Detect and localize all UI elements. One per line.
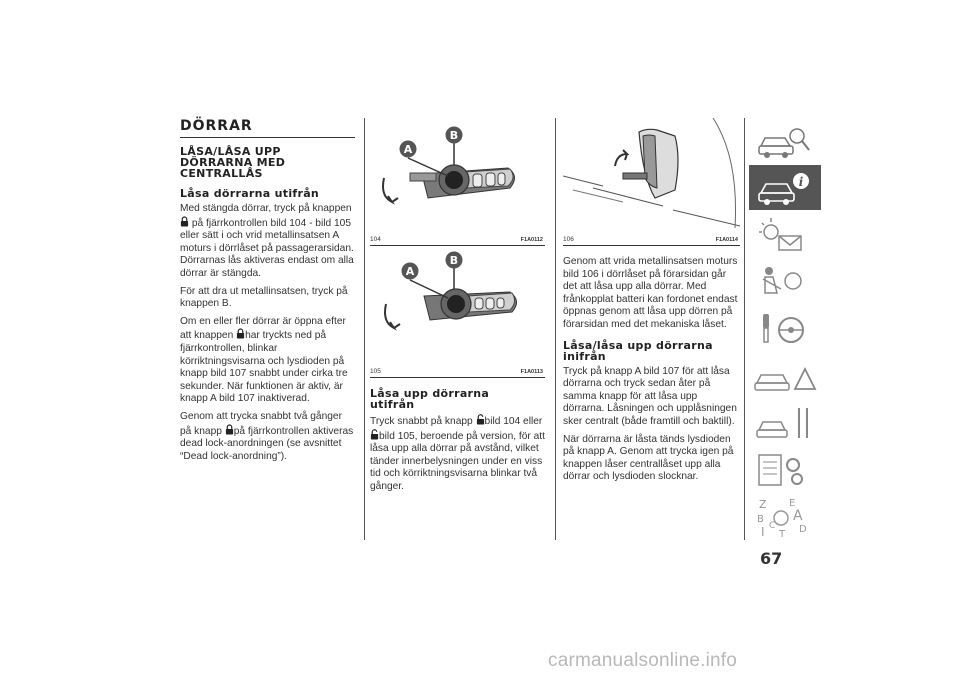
paragraph: Tryck på knapp A bild 107 för att låsa dörrarna och tryck sedan åter på samma knapp för att låsa upp dörrarna. Låsningen och upplåsningen sker centralt (både framtill och baktill). — [563, 365, 737, 427]
airbag-icon — [749, 259, 821, 304]
figure-caption: 105 — [370, 368, 381, 375]
paragraph: När dörrarna är låsta tänds lysdioden på knapp A. Genom att trycka igen på knappen låser centrallåset upp alla dörrar och lysdioden slocknar. — [563, 433, 734, 483]
car-info-icon — [749, 165, 821, 210]
index-letter: T — [779, 529, 786, 539]
lock-closed-icon — [180, 216, 189, 227]
key-steering-icon — [749, 306, 821, 351]
column-2 — [370, 118, 545, 499]
figure-caption: 104 — [370, 236, 381, 243]
index-letter: B — [757, 514, 764, 525]
page-number: 67 — [760, 549, 783, 568]
label-a: A — [403, 143, 413, 156]
index-letter: A — [793, 508, 803, 524]
index-letter: I — [761, 525, 765, 539]
car-warning-icon — [749, 353, 821, 398]
figure-caption: 106 — [563, 236, 574, 243]
lock-closed-icon — [225, 424, 234, 435]
page-title: DÖRRAR — [180, 118, 355, 138]
light-message-icon — [749, 212, 821, 257]
figure-code: F1A0114 — [715, 237, 738, 243]
column-3 — [563, 118, 740, 489]
paragraph: Med stängda dörrar, tryck på knappen på fjärrkontrollen bild 104 - bild 105 eller sätt i och vrid metallinsatsen A moturs i dörrlåset på passagerarsidan. Dörrarnas lås aktiveras endast om alla dörrar är stängda. — [180, 203, 354, 279]
index-letter: E — [789, 498, 796, 509]
label-b: B — [449, 254, 459, 267]
sidebar-tab-maintenance[interactable] — [749, 400, 821, 445]
figure-code: F1A0112 — [520, 237, 543, 243]
sidebar-tab-warning-lights[interactable] — [749, 212, 821, 257]
index-letter: Z — [759, 498, 767, 511]
svg-text:i: i — [798, 175, 804, 189]
column-divider — [744, 118, 745, 540]
paragraph: Genom att trycka snabbt två gånger på knapp på fjärrkontrollen aktiveras dead lock-anordningen (se avsnittet “Dead lock-anordning”). — [180, 410, 354, 462]
sidebar-tab-emergency[interactable] — [749, 353, 821, 398]
paragraph: Om en eller fler dörrar är öppna efter att knappen har tryckts ned på fjärrkontrollen, blinkar körriktningsvisarna och lysdioden på knapp bild 107 snabbt under cirka tre sekunder. När funktionen är aktiv, är knapp A bild 107 inaktiverad. — [180, 315, 348, 405]
tools-icon — [749, 400, 821, 445]
lock-open-icon — [370, 429, 379, 440]
specs-gear-icon — [749, 447, 821, 492]
index-letter: D — [799, 524, 807, 535]
paragraph: Genom att vrida metallinsatsen moturs bild 106 i dörrlåset på förarsidan går det att låsa upp alla dörrar. Med frånkopplat batteri kan fordonet endast öppnas genom att låsa upp dörren på förarsidan med det mekaniska låset. — [563, 256, 738, 330]
column-1 — [180, 118, 355, 468]
label-a: A — [405, 265, 415, 278]
index-letter: C — [769, 521, 776, 531]
sidebar-tab-technical-data[interactable] — [749, 447, 821, 492]
watermark: carmanualsonline.info — [548, 650, 738, 671]
lock-closed-icon — [236, 328, 245, 339]
sidebar-tab-safety[interactable] — [749, 259, 821, 304]
column-divider — [555, 118, 556, 540]
key-fob-illustration — [370, 246, 545, 377]
paragraph: Tryck snabbt på knapp bild 104 eller bild 105, beroende på version, för att låsa upp alla dörrar på avstånd, vilket tänder innerbelysningen under en viss tid och körriktningsvisarna blinkar två gånger. — [370, 416, 545, 492]
subsection-lock-outside: Låsa dörrarna utifrån — [180, 187, 320, 200]
sidebar-tab-starting-driving[interactable] — [749, 306, 821, 351]
subsection-unlock-outside: Låsa upp dörrarna utifrån — [370, 387, 490, 411]
sidebar-tab-car-info[interactable] — [749, 165, 821, 210]
figure-104 — [370, 118, 545, 246]
car-search-icon — [749, 118, 821, 163]
figure-code: F1A0113 — [520, 369, 543, 375]
key-fob-illustration — [370, 118, 545, 245]
sidebar-tab-getting-to-know[interactable] — [749, 118, 821, 163]
lock-open-icon — [476, 414, 485, 425]
section-heading: LÅSA/LÅSA UPP DÖRRARNA MED CENTRALLÅS — [180, 145, 286, 180]
alphabet-index-icon — [749, 494, 821, 539]
figure-105 — [370, 246, 545, 378]
door-lock-illustration — [563, 118, 740, 245]
subsection-lock-inside: Låsa/låsa upp dörrarna inifrån — [563, 338, 713, 363]
label-b: B — [449, 129, 459, 142]
sidebar-tab-index[interactable] — [749, 494, 821, 539]
column-divider — [364, 118, 365, 540]
paragraph: För att dra ut metallinsatsen, tryck på knappen B. — [180, 285, 348, 310]
figure-106 — [563, 118, 740, 246]
